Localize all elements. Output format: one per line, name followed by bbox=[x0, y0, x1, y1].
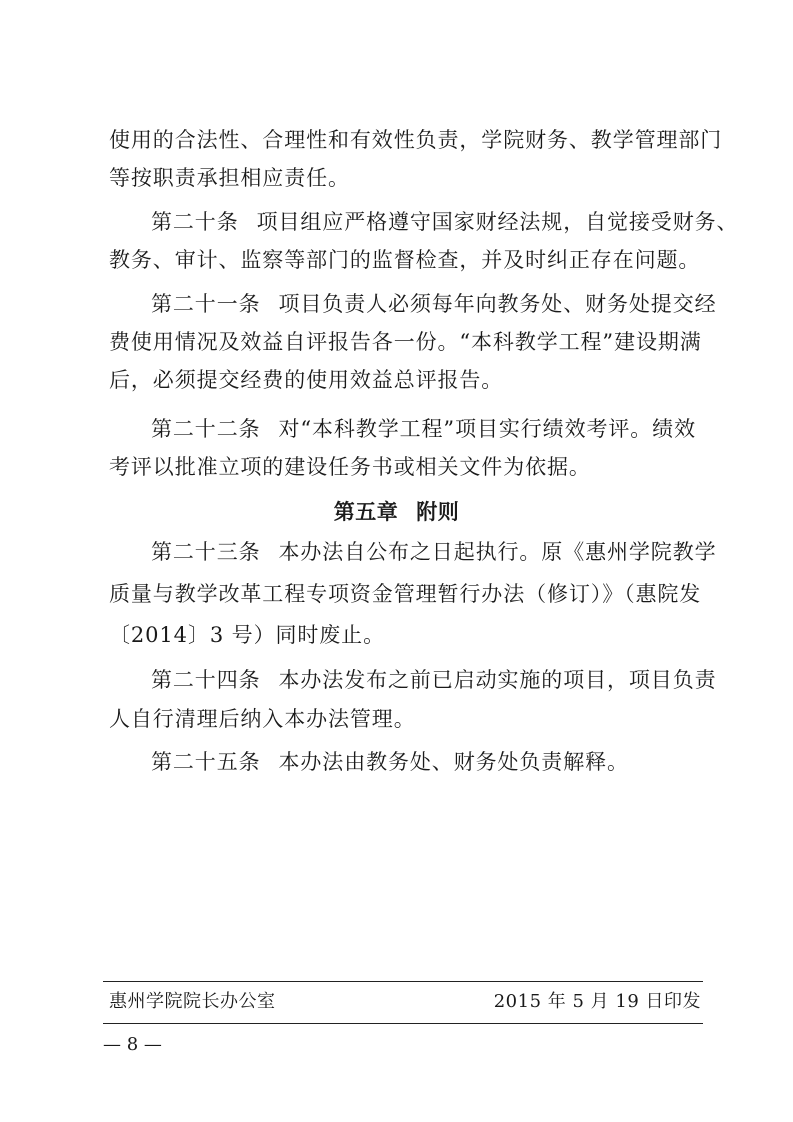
article-number: 第二十二条 bbox=[151, 417, 261, 441]
footer-top-rule bbox=[103, 981, 703, 982]
article-23 bbox=[151, 536, 717, 568]
article-text: 项目组应严格遵守国家财经法规，自觉接受财务、 bbox=[256, 210, 739, 234]
chapter-heading bbox=[0, 496, 793, 528]
body-line: 考评以批准立项的建设任务书或相关文件为依据。 bbox=[109, 455, 591, 479]
body-line: 等按职责承担相应责任。 bbox=[109, 166, 350, 190]
footer-date: 2015 年 5 月 19 日印发 bbox=[493, 991, 701, 1012]
article-text: 对“本科教学工程”项目实行绩效考评。绩效 bbox=[278, 417, 696, 441]
article-20 bbox=[151, 206, 738, 238]
chapter-title: 附则 bbox=[416, 500, 460, 524]
body-line: 人自行清理后纳入本办法管理。 bbox=[109, 707, 416, 731]
body-line: 使用的合法性、合理性和有效性负责，学院财务、教学管理部门 bbox=[109, 128, 723, 152]
article-25 bbox=[151, 746, 629, 778]
article-number: 第二十一条 bbox=[151, 292, 261, 316]
body-line: 费使用情况及效益自评报告各一份。“本科教学工程”建设期满 bbox=[109, 330, 702, 354]
article-text: 项目负责人必须每年向教务处、财务处提交经 bbox=[278, 292, 717, 316]
body-line: 教务、审计、监察等部门的监督检查，并及时纠正存在问题。 bbox=[109, 248, 701, 272]
article-text: 本办法由教务处、财务处负责解释。 bbox=[278, 750, 629, 774]
footer-bottom-rule bbox=[103, 1023, 703, 1024]
article-text: 本办法自公布之日起执行。原《惠州学院教学 bbox=[278, 540, 717, 564]
article-21 bbox=[151, 288, 717, 320]
article-number: 第二十条 bbox=[151, 210, 239, 234]
footer-issuer: 惠州学院院长办公室 bbox=[109, 991, 276, 1012]
page-number: — 8 — bbox=[103, 1034, 162, 1055]
article-number: 第二十四条 bbox=[151, 668, 261, 692]
body-line: 质量与教学改革工程专项资金管理暂行办法（修订）》（惠院发 bbox=[109, 582, 702, 606]
body-line: 〔2014〕3 号）同时废止。 bbox=[109, 623, 385, 647]
chapter-number: 第五章 bbox=[333, 500, 399, 524]
article-22 bbox=[151, 413, 696, 445]
article-number: 第二十五条 bbox=[151, 750, 261, 774]
article-number: 第二十三条 bbox=[151, 540, 261, 564]
article-24 bbox=[151, 664, 717, 696]
body-line: 后，必须提交经费的使用效益总评报告。 bbox=[109, 368, 504, 392]
article-text: 本办法发布之前已启动实施的项目，项目负责 bbox=[278, 668, 717, 692]
